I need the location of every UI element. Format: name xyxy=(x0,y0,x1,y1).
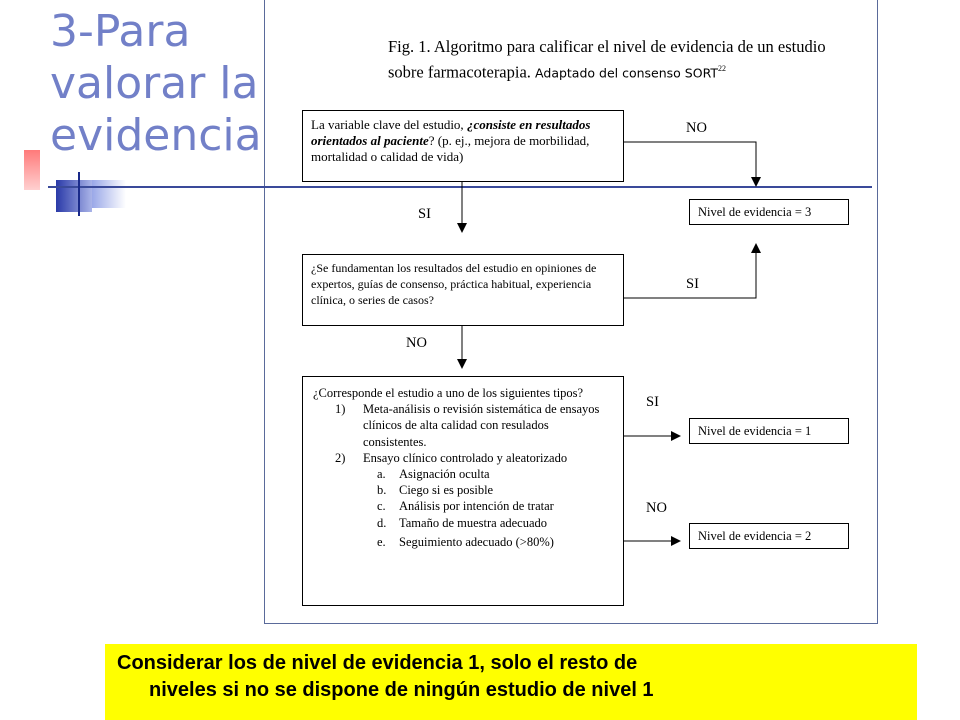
title-line-2: valorar la xyxy=(50,58,259,109)
q3-subitem-d-text: Tamaño de muestra adecuado xyxy=(399,515,548,530)
caption-main: Fig. 1. Algoritmo para calificar el nivel de evidencia de un estudio sobre farmacoterapia. xyxy=(388,37,826,82)
q3-subitem-c-text: Análisis por intención de tratar xyxy=(399,499,554,514)
q3-subitem-e-letter: e. xyxy=(377,534,386,549)
q3-item-1-text: Meta-análisis o revisión sistemática de ensayos clínicos de alta calidad con resulados consistentes. xyxy=(363,402,600,449)
q3-subitem-c-letter: c. xyxy=(377,499,386,514)
q3-item-1-num: 1) xyxy=(335,402,346,417)
label-q3-no: NO xyxy=(646,500,667,516)
q1-part2: ¿consiste en resultados orientados al paciente xyxy=(311,117,591,148)
arrow-q2-si xyxy=(624,244,756,298)
label-q3-si: SI xyxy=(646,394,659,410)
label-q1-no: NO xyxy=(686,120,707,136)
q3-intro: ¿Corresponde el estudio a uno de los siguientes tipos? xyxy=(313,386,584,400)
level-3-box: Nivel de evidencia = 3 xyxy=(689,199,849,225)
q3-item-2-text: Ensayo clínico controlado y aleatorizado xyxy=(363,450,568,465)
label-q1-si: SI xyxy=(418,206,431,222)
banner-line-2: niveles si no se dispone de ningún estudio de nivel 1 xyxy=(149,679,654,701)
title-line-1: 3-Para xyxy=(50,6,191,57)
title-line-3: evidencia xyxy=(50,110,262,161)
q3-subitem-a-text: Asignación oculta xyxy=(399,467,490,482)
q2-text: ¿Se fundamentan los resultados del estudio en opiniones de expertos, guías de consenso, práctica habitual, experiencia clínica, o series de casos? xyxy=(311,261,597,307)
caption-adapted: Adaptado del consenso SORT xyxy=(535,65,718,81)
conclusion-banner xyxy=(105,644,917,720)
level-1-box: Nivel de evidencia = 1 xyxy=(689,418,849,444)
banner-line-1: Considerar los de nivel de evidencia 1, solo el resto de xyxy=(117,652,638,674)
level-2-box: Nivel de evidencia = 2 xyxy=(689,523,849,549)
q1-part1: La variable clave del estudio, xyxy=(311,117,467,132)
q3-subitem-b-letter: b. xyxy=(377,483,387,498)
q3-subitem-d-letter: d. xyxy=(377,515,387,530)
q3-subitem-b-text: Ciego si es posible xyxy=(399,483,494,498)
q3-item-2-num: 2) xyxy=(335,450,346,465)
label-q2-no: NO xyxy=(406,335,427,351)
q3-subitem-e-text: Seguimiento adecuado (>80%) xyxy=(399,534,554,549)
arrow-q1-no xyxy=(624,142,756,186)
label-q2-si: SI xyxy=(686,276,699,292)
q3-subitem-a-letter: a. xyxy=(377,467,386,482)
q1-part3: ? (p. ej., mejora de morbilidad, mortalidad o calidad de vida) xyxy=(311,133,590,164)
caption-ref: 22 xyxy=(717,64,726,73)
